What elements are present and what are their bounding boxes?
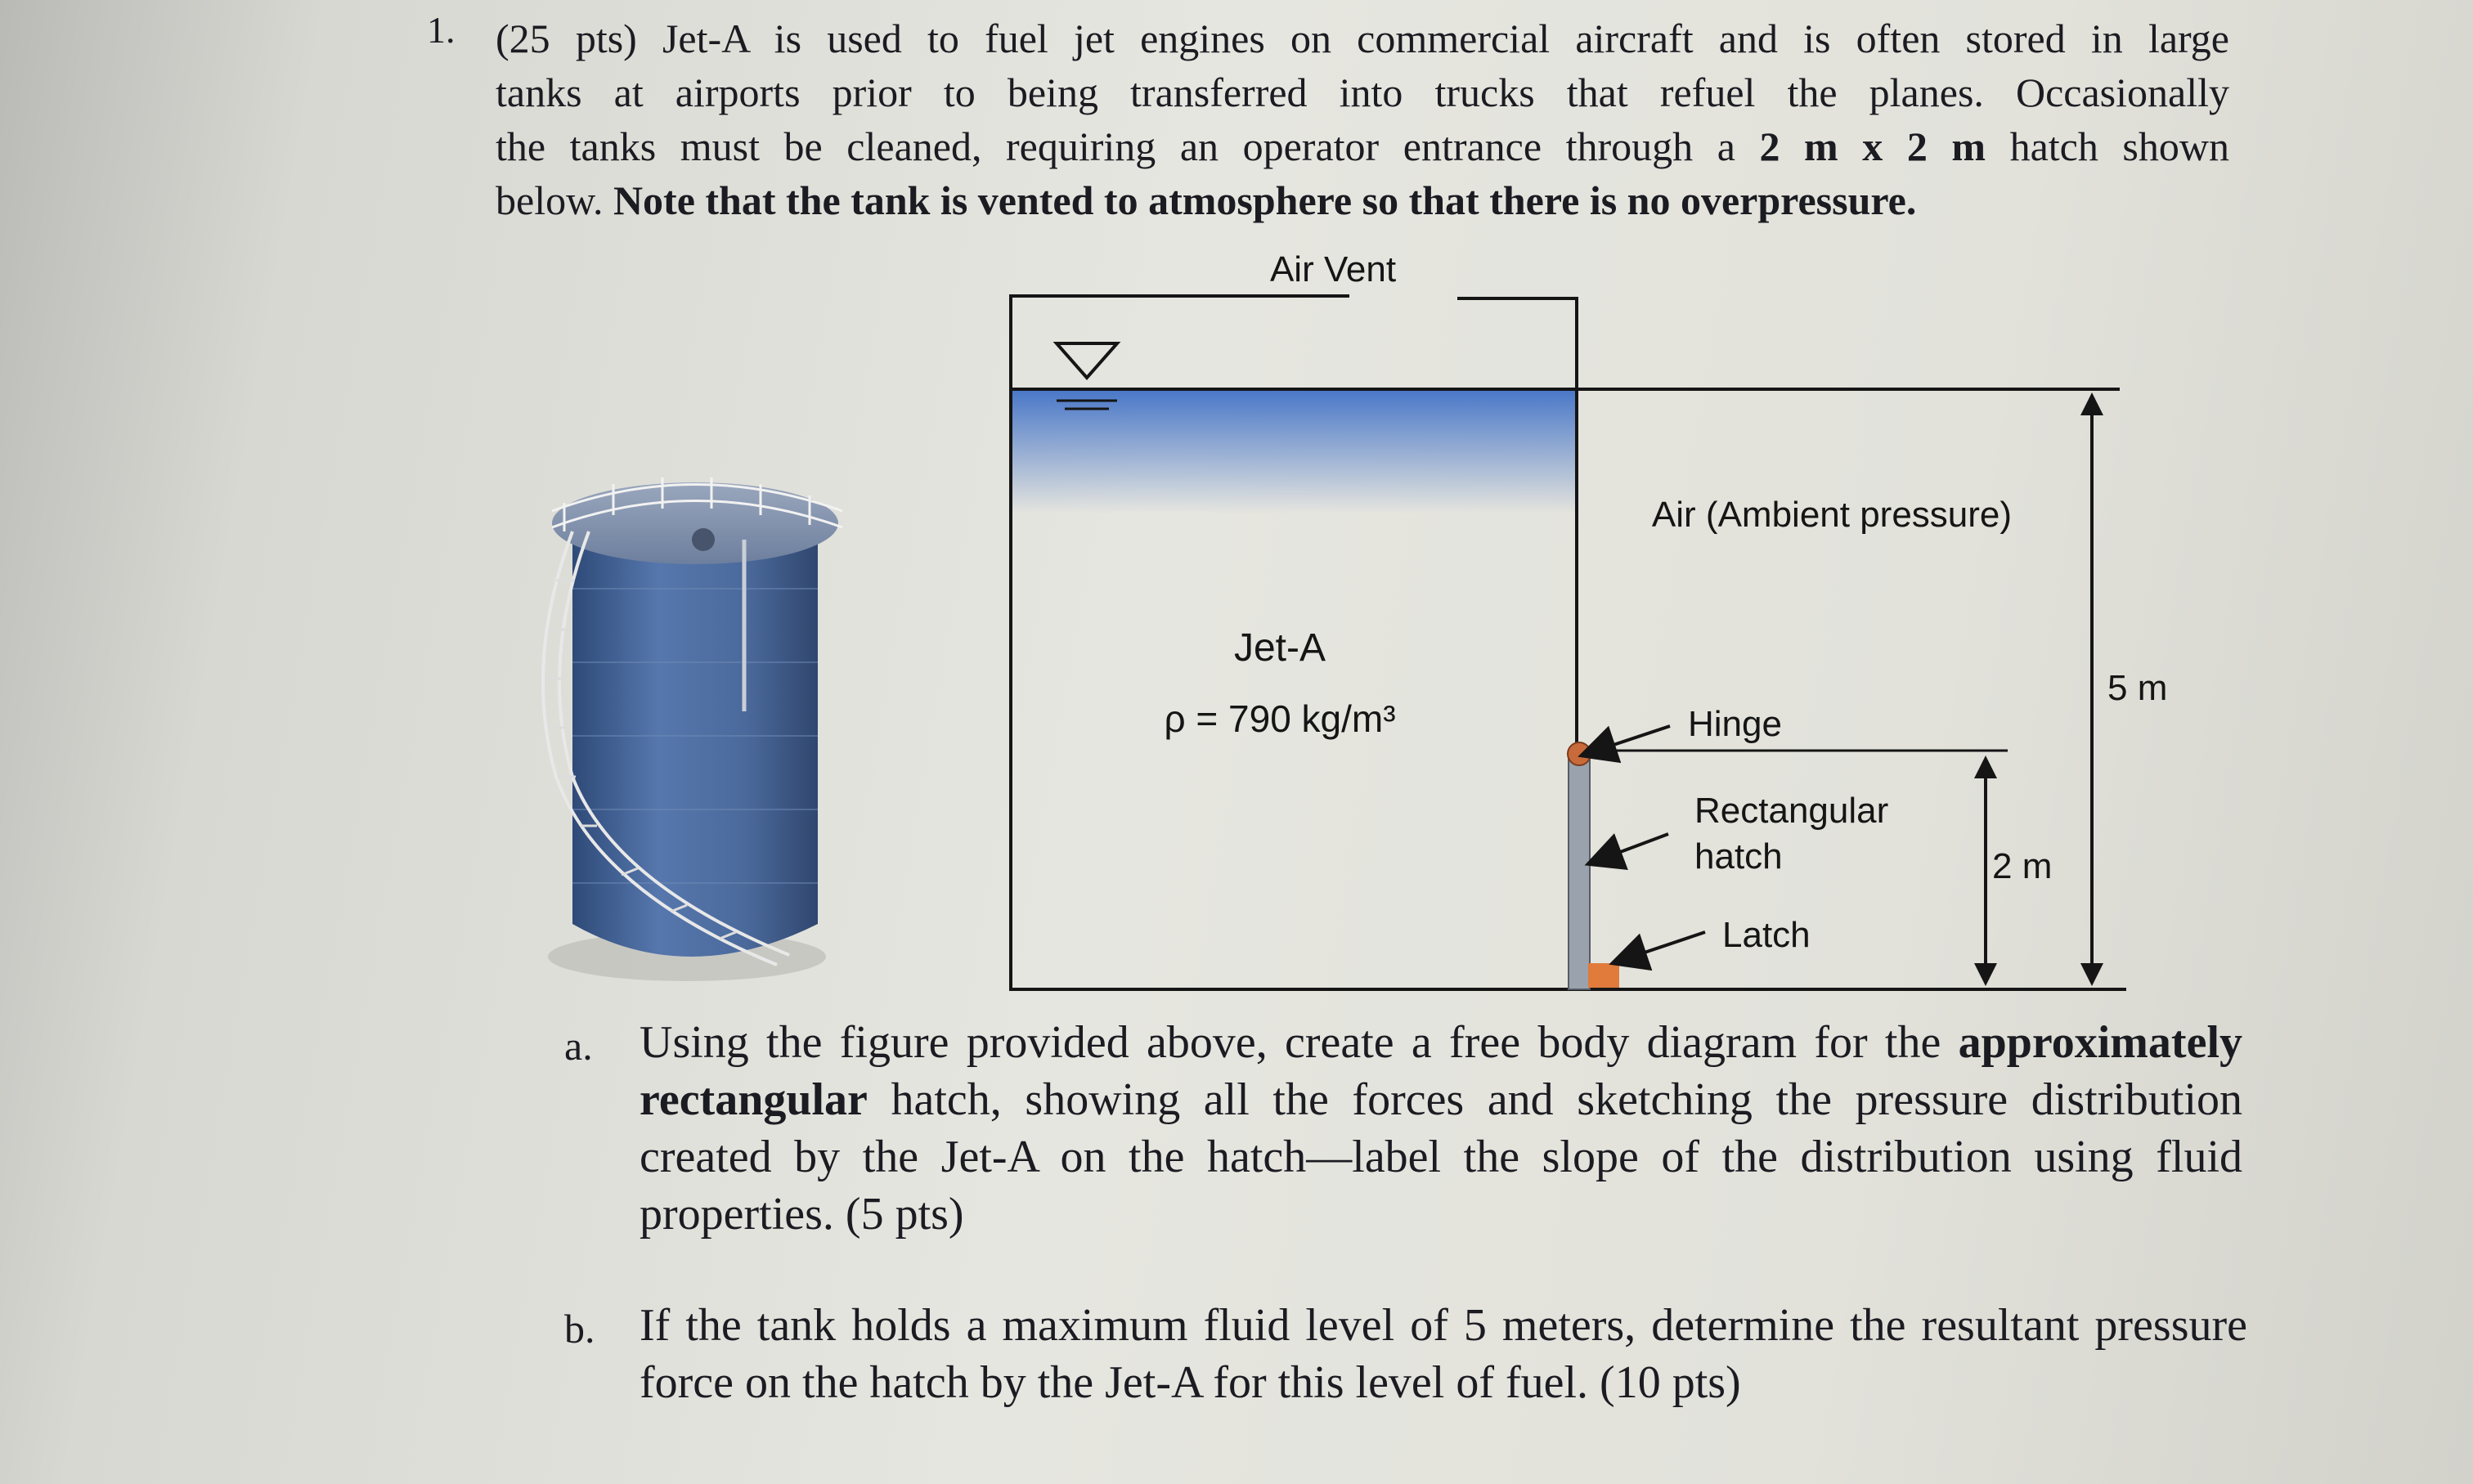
hatch-label-line-2: hatch: [1694, 836, 1783, 877]
problem-number: 1.: [427, 9, 456, 51]
air-vent-label: Air Vent: [1269, 249, 1397, 289]
hinge-pin: [1568, 742, 1591, 765]
problem-line-1: (25 pts) Jet-A is used to fuel jet engines on commercial aircraft and is often stored in large: [496, 16, 2229, 61]
latch-pointer: [1627, 932, 1705, 958]
density-label: ρ = 790 kg/m³: [1164, 697, 1396, 740]
latch-block: [1588, 963, 1619, 988]
question-b-text: If the tank holds a maximum fluid level of 5 meters, determine the resultant pressure force on the hatch by the Jet-A for this level of fuel. (10 pts): [640, 1300, 2247, 1408]
fluid-name: Jet-A: [1233, 626, 1326, 670]
hinge-pointer: [1596, 726, 1670, 751]
hatch-pointer: [1603, 834, 1668, 859]
latch-label: Latch: [1722, 915, 1811, 955]
dimension-5m: [2080, 392, 2103, 986]
question-b-marker: b.: [564, 1306, 595, 1352]
rectangular-hatch: [1569, 754, 1590, 989]
rectangular-bold: rectangular: [640, 1074, 868, 1125]
problem-line-4: below. Note that the tank is vented to atmosphere so that there is no overpressure.: [496, 177, 1917, 223]
question-a-marker: a.: [564, 1023, 593, 1069]
hinge-label: Hinge: [1688, 704, 1782, 744]
hatch-size: 2 m x 2 m: [1759, 123, 1986, 169]
air-label: Air (Ambient pressure): [1651, 495, 2013, 535]
dim-2m-label: 2 m: [1992, 846, 2053, 886]
hatch-label-line-1: Rectangular: [1694, 791, 1889, 831]
problem-line-2: tanks at airports prior to being transferred into trucks that refuel the planes. Occasionally: [496, 69, 2229, 115]
question-a-text: Using the figure provided above, create a free body diagram for the approximately rectangular hatch, showing all the forces and sketching the pressure distribution created by the Jet-A on the hatch—label the slope of the distribution using fluid properties. (5 pts): [640, 1017, 2242, 1240]
dim-5m-label: 5 m: [2107, 668, 2168, 708]
approximately-bold: approximately: [1958, 1017, 2242, 1068]
problem-line-3: the tanks must be cleaned, requiring an operator entrance through a 2 m x 2 m hatch shown: [496, 123, 2229, 169]
vent-note: Note that the tank is vented to atmosphere so that there is no overpressure.: [613, 177, 1917, 223]
